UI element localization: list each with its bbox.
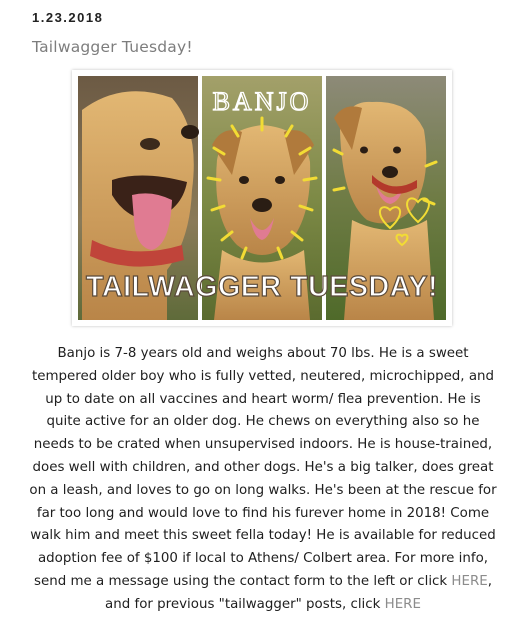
post-body-text: Banjo is 7-8 years old and weighs about 70 lbs. He is a sweet tempered older boy who is fully vetted, neutered, microchipped, and up to date on all vaccines and heart worm/ flea prevention. He is quite active for an older dog. He chews on everything also so he needs to be crated when unsupervised indoors. He is house-trained, does well with children, and other dogs. He's a big talker, does great on a leash, and loves to go on long walks. He's been at the rescue for far too long and would love to find his furever home in 2018! Come walk him and meet this sweet fella today! He is available for reduced adoption fee of $100 if local to Athens/ Colbert area. For more info, send me a message using the contact form to the left or click [29,346,497,589]
contact-here-link[interactable]: HERE [451,573,488,589]
post-title[interactable]: Tailwagger Tuesday! [32,38,193,56]
post-body [28,343,498,617]
post-date: 1.23.2018 [32,10,104,25]
previous-posts-here-link[interactable]: HERE [384,596,421,612]
post-body-text-middle: , and for previous "tailwagger" posts, click [105,573,492,612]
banjo-name-overlay: BANJO [212,87,312,116]
tailwagger-banner-text: TAILWAGGER TUESDAY! [86,271,438,303]
banjo-photo-collage [72,70,452,326]
